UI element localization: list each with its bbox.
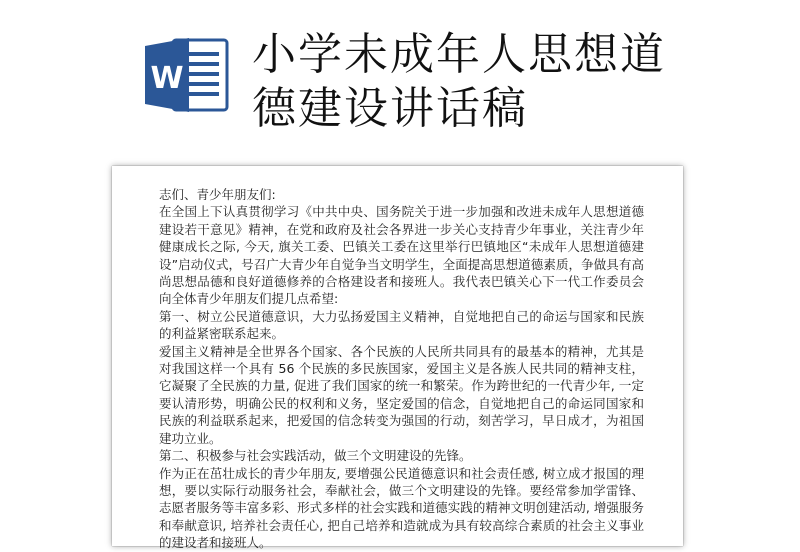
document-body <box>159 186 644 552</box>
page-title-line-1: 小学未成年人思想道 <box>252 29 666 80</box>
header <box>0 0 800 160</box>
paragraph: 作为正在茁壮成长的青少年朋友, 要增强公民道德意识和社会责任感, 树立成才报国的理想，要以实际行动服务社会，奉献社会，做三个文明建设的先锋。要经常参加学雷锋、志愿者服务等丰富多彩、形式多样的社会实践和道德实践的精神文明创建活动, 增强服务和奉献意识, 培养社会责任心, 把自己培养和造就成为具有较高综合素质的社会主义事业的建设者和接班人。 <box>159 465 644 551</box>
paragraph: 志们、青少年朋友们: <box>159 187 276 202</box>
paragraph: 第二、积极参与社会实践活动，做三个文明建设的先锋。 <box>159 448 472 464</box>
word-icon <box>143 36 229 114</box>
paragraph: 爱国主义精神是全世界各个国家、各个民族的人民所共同具有的最基本的精神，尤其是对我国这样一个具有 56 个民族的多民族国家，爱国主义是各族人民共同的精神支柱，它凝聚了全民族的力量, 促进了我们国家的统一和繁荣。作为跨世纪的一代青少年, 一定要认清形势，明确公民的权利和义务，坚定爱国的信念，自觉地把自己的命运同国家和民族的利益联系起来，把爱国的信念转变为强国的行动，刻苦学习，早日成才，为祖国建功立业。 <box>159 343 644 446</box>
document-page <box>112 166 683 551</box>
paragraph: 在全国上下认真贯彻学习《中共中央、国务院关于进一步加强和改进未成年人思想道德建设若干意见》精神，在党和政府及社会各界进一步关心支持青少年事业，关注青少年健康成长之际, 今天, 旗关工委、巴镇关工委在这里举行巴镇地区“未成年人思想道德建设”启动仪式，号召广大青少年自觉争当文明学生，全面提高思想道德素质，争做具有高尚思想品德和良好道德修养的合格建设者和接班人。我代表巴镇关心下一代工作委员会向全体青少年朋友们提几点希望: <box>159 204 644 307</box>
page-title-line-2: 德建设讲话稿 <box>252 83 528 134</box>
word-icon-letter: W <box>150 61 184 96</box>
paragraph: 第一、树立公民道德意识，大力弘扬爱国主义精神，自觉地把自己的命运与国家和民族的利益紧密联系起来。 <box>159 308 644 342</box>
page-title <box>252 28 712 136</box>
